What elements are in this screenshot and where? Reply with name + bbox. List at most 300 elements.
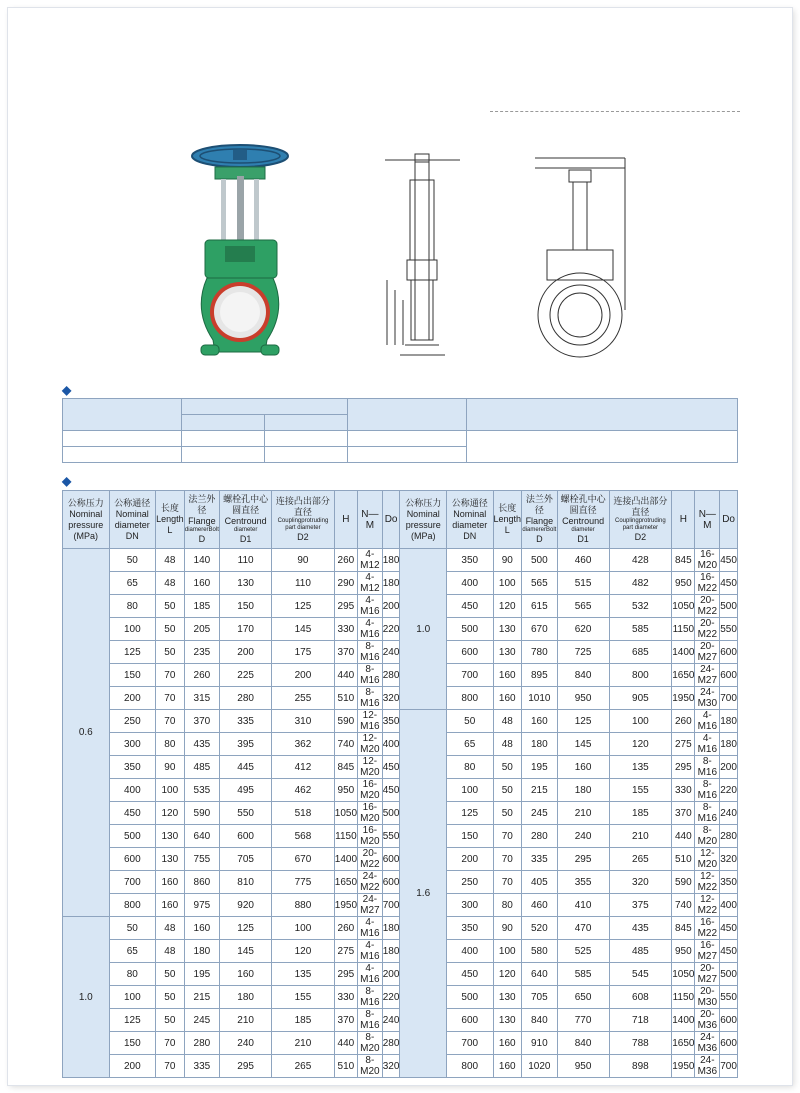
table-cell: 525 — [557, 940, 609, 963]
table-cell: 80 — [109, 595, 156, 618]
diamond-bullet-icon: ◆ — [62, 474, 72, 488]
table-cell: 550 — [382, 825, 400, 848]
table-cell: 12-M20 — [358, 756, 383, 779]
table-cell: 16-M22 — [695, 917, 720, 940]
table-cell: 600 — [720, 664, 738, 687]
table-cell: 898 — [609, 1055, 672, 1078]
table-cell: 950 — [672, 572, 695, 595]
table-cell: 700 — [109, 871, 156, 894]
table-cell: 160 — [184, 917, 220, 940]
table-cell: 4-M16 — [695, 710, 720, 733]
table-cell: 180 — [382, 549, 400, 572]
table-cell: 20-M30 — [695, 986, 720, 1009]
table-cell: 640 — [522, 963, 558, 986]
table-cell: 24-M27 — [358, 894, 383, 917]
table-cell: 260 — [184, 664, 220, 687]
table-cell: 770 — [557, 1009, 609, 1032]
table-cell: 245 — [522, 802, 558, 825]
table-cell: 550 — [220, 802, 272, 825]
table-cell: 295 — [672, 756, 695, 779]
table-cell: 700 — [446, 1032, 493, 1055]
table-cell: 48 — [156, 917, 185, 940]
performance-table — [62, 398, 738, 463]
table-cell: 110 — [220, 549, 272, 572]
table-cell: 135 — [272, 963, 335, 986]
perf-media — [467, 431, 738, 463]
table-cell: 70 — [156, 664, 185, 687]
table-cell: 200 — [220, 641, 272, 664]
table-cell: 48 — [493, 733, 522, 756]
table-cell: 670 — [522, 618, 558, 641]
table-cell: 180 — [382, 940, 400, 963]
table-cell: 320 — [382, 1055, 400, 1078]
table-cell: 585 — [609, 618, 672, 641]
table-cell: 1150 — [672, 986, 695, 1009]
table-cell: 160 — [557, 756, 609, 779]
table-cell: 125 — [109, 641, 156, 664]
table-cell: 518 — [272, 802, 335, 825]
table-cell: 450 — [382, 756, 400, 779]
table-cell: 140 — [184, 549, 220, 572]
table-cell: 700 — [720, 1055, 738, 1078]
table-cell: 950 — [672, 940, 695, 963]
pressure-group-cell: 1.0 — [400, 549, 447, 710]
table-cell: 500 — [522, 549, 558, 572]
table-cell: 400 — [446, 940, 493, 963]
table-cell: 295 — [334, 595, 357, 618]
table-cell: 440 — [334, 664, 357, 687]
table-cell: 20-M36 — [695, 1009, 720, 1032]
table-cell: 755 — [184, 848, 220, 871]
table-cell: 495 — [220, 779, 272, 802]
table-cell: 550 — [720, 986, 738, 1009]
table-cell: 160 — [493, 1032, 522, 1055]
valve-side-drawing — [375, 140, 470, 365]
table-cell: 600 — [382, 848, 400, 871]
table-cell: 260 — [334, 917, 357, 940]
table-cell: 440 — [334, 1032, 357, 1055]
table-cell: 125 — [220, 917, 272, 940]
perf-cell — [348, 447, 467, 463]
table-cell: 462 — [272, 779, 335, 802]
table-cell: 910 — [522, 1032, 558, 1055]
table-cell: 845 — [334, 756, 357, 779]
table-cell: 50 — [493, 802, 522, 825]
table-cell: 100 — [446, 779, 493, 802]
table-cell: 450 — [446, 595, 493, 618]
table-cell: 300 — [109, 733, 156, 756]
table-cell: 180 — [382, 572, 400, 595]
table-cell: 370 — [672, 802, 695, 825]
table-cell: 510 — [672, 848, 695, 871]
table-cell: 12-M22 — [695, 871, 720, 894]
table-cell: 335 — [184, 1055, 220, 1078]
table-cell: 4-M16 — [358, 595, 383, 618]
hdr-flange: 法兰外径 Flange diamererBolt D — [184, 491, 220, 549]
table-cell: 50 — [446, 710, 493, 733]
table-cell: 100 — [272, 917, 335, 940]
table-cell: 130 — [493, 618, 522, 641]
table-cell: 120 — [609, 733, 672, 756]
table-cell: 905 — [609, 687, 672, 710]
table-cell: 70 — [156, 710, 185, 733]
table-cell: 160 — [156, 871, 185, 894]
table-cell: 235 — [184, 641, 220, 664]
perf-h-test — [182, 399, 348, 415]
table-cell: 950 — [334, 779, 357, 802]
table-cell: 620 — [557, 618, 609, 641]
table-cell: 225 — [220, 664, 272, 687]
table-cell: 1400 — [334, 848, 357, 871]
table-cell: 12-M22 — [695, 894, 720, 917]
table-cell: 240 — [382, 641, 400, 664]
table-cell: 4-M16 — [358, 963, 383, 986]
table-cell: 810 — [220, 871, 272, 894]
table-cell: 50 — [109, 917, 156, 940]
table-cell: 510 — [334, 687, 357, 710]
table-cell: 450 — [720, 549, 738, 572]
table-cell: 160 — [493, 1055, 522, 1078]
table-cell: 700 — [720, 687, 738, 710]
hdr-nm: N—M — [695, 491, 720, 549]
table-cell: 80 — [446, 756, 493, 779]
perf-h-media — [467, 399, 738, 431]
table-cell: 65 — [446, 733, 493, 756]
table-cell: 185 — [272, 1009, 335, 1032]
table-cell: 80 — [493, 894, 522, 917]
table-cell: 1010 — [522, 687, 558, 710]
table-cell: 8-M16 — [695, 802, 720, 825]
table-cell: 70 — [156, 1055, 185, 1078]
table-cell: 130 — [220, 572, 272, 595]
table-cell: 590 — [672, 871, 695, 894]
table-cell: 220 — [382, 618, 400, 641]
table-cell: 375 — [609, 894, 672, 917]
table-cell: 12-M20 — [695, 848, 720, 871]
table-cell: 670 — [272, 848, 335, 871]
table-cell: 245 — [184, 1009, 220, 1032]
table-cell: 330 — [334, 986, 357, 1009]
table-cell: 568 — [272, 825, 335, 848]
table-cell: 280 — [522, 825, 558, 848]
table-cell: 65 — [109, 572, 156, 595]
diamond-bullet-icon: ◆ — [62, 383, 72, 397]
table-cell: 275 — [334, 940, 357, 963]
table-cell: 395 — [220, 733, 272, 756]
table-cell: 685 — [609, 641, 672, 664]
perf-cell — [182, 447, 265, 463]
table-cell: 590 — [334, 710, 357, 733]
table-cell: 405 — [522, 871, 558, 894]
table-cell: 532 — [609, 595, 672, 618]
table-cell: 90 — [493, 549, 522, 572]
table-cell: 800 — [609, 664, 672, 687]
table-cell: 450 — [720, 572, 738, 595]
table-cell: 4-M16 — [695, 733, 720, 756]
table-cell: 400 — [720, 894, 738, 917]
table-cell: 845 — [672, 917, 695, 940]
table-cell: 240 — [220, 1032, 272, 1055]
table-cell: 4-M16 — [358, 940, 383, 963]
table-cell: 350 — [109, 756, 156, 779]
table-cell: 1650 — [334, 871, 357, 894]
table-cell: 250 — [446, 871, 493, 894]
table-cell: 950 — [557, 687, 609, 710]
pressure-group-cell: 0.6 — [63, 549, 110, 917]
table-cell: 70 — [493, 871, 522, 894]
table-cell: 145 — [220, 940, 272, 963]
table-cell: 215 — [522, 779, 558, 802]
table-cell: 50 — [156, 1009, 185, 1032]
hdr-d2: 连接凸出部分直径 Couplingprotruding part diameter D2 — [609, 491, 672, 549]
table-cell: 50 — [156, 595, 185, 618]
title-en — [490, 70, 750, 108]
table-cell: 24-M27 — [695, 664, 720, 687]
table-cell: 275 — [672, 733, 695, 756]
table-cell: 16-M20 — [358, 802, 383, 825]
table-cell: 608 — [609, 986, 672, 1009]
table-cell: 70 — [493, 825, 522, 848]
sizes-heading — [62, 474, 74, 488]
table-cell: 4-M16 — [358, 917, 383, 940]
table-cell: 240 — [720, 802, 738, 825]
table-cell: 48 — [156, 549, 185, 572]
table-cell: 50 — [493, 756, 522, 779]
table-cell: 16-M22 — [695, 572, 720, 595]
table-cell: 180 — [557, 779, 609, 802]
table-cell: 500 — [720, 595, 738, 618]
table-cell: 90 — [156, 756, 185, 779]
table-cell: 200 — [382, 963, 400, 986]
table-cell: 24-M36 — [695, 1055, 720, 1078]
table-cell: 350 — [446, 549, 493, 572]
table-cell: 700 — [446, 664, 493, 687]
table-cell: 20-M27 — [695, 641, 720, 664]
table-cell: 410 — [557, 894, 609, 917]
table-cell: 210 — [220, 1009, 272, 1032]
table-cell: 500 — [382, 802, 400, 825]
table-cell: 185 — [184, 595, 220, 618]
table-cell: 440 — [672, 825, 695, 848]
table-cell: 485 — [609, 940, 672, 963]
table-cell: 200 — [446, 848, 493, 871]
hdr-dn: 公称通径 Nominal diameter DN — [446, 491, 493, 549]
table-cell: 130 — [493, 986, 522, 1009]
table-cell: 80 — [156, 733, 185, 756]
table-cell: 700 — [382, 894, 400, 917]
table-cell: 920 — [220, 894, 272, 917]
table-cell: 180 — [382, 917, 400, 940]
table-cell: 370 — [184, 710, 220, 733]
table-cell: 155 — [272, 986, 335, 1009]
table-cell: 355 — [557, 871, 609, 894]
table-cell: 600 — [446, 1009, 493, 1032]
table-cell: 20-M22 — [695, 595, 720, 618]
table-cell: 4-M16 — [358, 618, 383, 641]
hdr-length: 长度 Length L — [493, 491, 522, 549]
table-cell: 500 — [446, 618, 493, 641]
table-cell: 500 — [109, 825, 156, 848]
table-cell: 335 — [522, 848, 558, 871]
table-cell: 1950 — [334, 894, 357, 917]
table-cell: 195 — [522, 756, 558, 779]
table-cell: 412 — [272, 756, 335, 779]
table-cell: 460 — [522, 894, 558, 917]
table-cell: 450 — [720, 917, 738, 940]
table-cell: 788 — [609, 1032, 672, 1055]
table-cell: 600 — [109, 848, 156, 871]
table-cell: 130 — [156, 825, 185, 848]
table-cell: 350 — [382, 710, 400, 733]
hdr-nm: N—M — [358, 491, 383, 549]
table-cell: 16-M20 — [358, 825, 383, 848]
table-cell: 1020 — [522, 1055, 558, 1078]
table-cell: 8-M20 — [358, 1032, 383, 1055]
perf-cell — [63, 447, 182, 463]
table-cell: 450 — [109, 802, 156, 825]
table-cell: 150 — [109, 664, 156, 687]
sizes-header-row — [63, 491, 738, 549]
table-cell: 775 — [272, 871, 335, 894]
perf-h-temp — [348, 399, 467, 431]
table-cell: 1400 — [672, 641, 695, 664]
table-cell: 24-M30 — [695, 687, 720, 710]
table-cell: 100 — [493, 940, 522, 963]
table-cell: 120 — [493, 595, 522, 618]
table-cell: 840 — [522, 1009, 558, 1032]
hdr-pressure: 公称压力 Nominal pressure (MPa) — [63, 491, 110, 549]
table-cell: 155 — [609, 779, 672, 802]
table-cell: 24-M36 — [695, 1032, 720, 1055]
table-cell: 600 — [720, 1009, 738, 1032]
perf-h-body — [182, 415, 265, 431]
table-cell: 740 — [334, 733, 357, 756]
table-cell: 280 — [382, 664, 400, 687]
table-cell: 520 — [522, 917, 558, 940]
table-cell: 845 — [672, 549, 695, 572]
hdr-h: H — [334, 491, 357, 549]
table-cell: 200 — [382, 595, 400, 618]
table-cell: 400 — [446, 572, 493, 595]
table-cell: 800 — [446, 1055, 493, 1078]
table-cell: 16-M20 — [695, 549, 720, 572]
table-cell: 185 — [609, 802, 672, 825]
table-cell: 280 — [720, 825, 738, 848]
table-cell: 8-M20 — [358, 1055, 383, 1078]
table-cell: 100 — [609, 710, 672, 733]
table-cell: 160 — [493, 687, 522, 710]
table-cell: 48 — [493, 710, 522, 733]
table-cell: 8-M16 — [358, 986, 383, 1009]
table-cell: 840 — [557, 1032, 609, 1055]
pressure-group-cell: 1.6 — [400, 710, 447, 1078]
table-cell: 470 — [557, 917, 609, 940]
table-cell: 320 — [720, 848, 738, 871]
table-cell: 1950 — [672, 1055, 695, 1078]
table-cell: 585 — [557, 963, 609, 986]
table-cell: 535 — [184, 779, 220, 802]
table-cell: 70 — [156, 1032, 185, 1055]
table-cell: 515 — [557, 572, 609, 595]
table-cell: 195 — [184, 963, 220, 986]
table-cell: 50 — [493, 779, 522, 802]
table-cell: 125 — [109, 1009, 156, 1032]
table-cell: 210 — [609, 825, 672, 848]
table-cell: 1400 — [672, 1009, 695, 1032]
table-cell: 800 — [446, 687, 493, 710]
table-cell: 150 — [446, 825, 493, 848]
table-cell: 135 — [609, 756, 672, 779]
hdr-d2: 连接凸出部分直径 Couplingprotruding part diameter D2 — [272, 491, 335, 549]
table-cell: 500 — [446, 986, 493, 1009]
perf-row — [63, 431, 738, 447]
table-cell: 8-M16 — [695, 756, 720, 779]
table-cell: 600 — [720, 1032, 738, 1055]
table-cell: 460 — [557, 549, 609, 572]
table-cell: 450 — [446, 963, 493, 986]
table-cell: 180 — [720, 733, 738, 756]
table-cell: 370 — [334, 1009, 357, 1032]
table-cell: 110 — [272, 572, 335, 595]
table-cell: 975 — [184, 894, 220, 917]
hdr-flange: 法兰外径 Flange diamererBolt D — [522, 491, 558, 549]
table-cell: 20-M22 — [358, 848, 383, 871]
table-cell: 500 — [720, 963, 738, 986]
table-cell: 175 — [272, 641, 335, 664]
table-cell: 130 — [493, 641, 522, 664]
table-cell: 880 — [272, 894, 335, 917]
table-cell: 450 — [720, 940, 738, 963]
table-cell: 565 — [557, 595, 609, 618]
table-cell: 1150 — [334, 825, 357, 848]
table-cell: 120 — [272, 940, 335, 963]
table-cell: 180 — [184, 940, 220, 963]
table-cell: 330 — [672, 779, 695, 802]
hdr-do: Do — [720, 491, 738, 549]
table-cell: 260 — [672, 710, 695, 733]
table-cell: 1950 — [672, 687, 695, 710]
table-cell: 125 — [272, 595, 335, 618]
table-cell: 250 — [109, 710, 156, 733]
table-cell: 435 — [184, 733, 220, 756]
table-cell: 650 — [557, 986, 609, 1009]
table-cell: 840 — [557, 664, 609, 687]
table-cell: 20-M22 — [695, 618, 720, 641]
table-cell: 320 — [382, 687, 400, 710]
table-cell: 510 — [334, 1055, 357, 1078]
table-cell: 4-M12 — [358, 549, 383, 572]
table-cell: 70 — [493, 848, 522, 871]
hdr-d1: 螺栓孔中心圆直径 Centround diameter D1 — [557, 491, 609, 549]
table-cell: 1150 — [672, 618, 695, 641]
table-cell: 220 — [382, 986, 400, 1009]
table-cell: 600 — [446, 641, 493, 664]
table-cell: 8-M16 — [695, 779, 720, 802]
table-cell: 100 — [109, 986, 156, 1009]
table-cell: 718 — [609, 1009, 672, 1032]
table-cell: 16-M27 — [695, 940, 720, 963]
table-cell: 160 — [493, 664, 522, 687]
table-cell: 160 — [220, 963, 272, 986]
table-cell: 482 — [609, 572, 672, 595]
table-cell: 240 — [382, 1009, 400, 1032]
table-cell: 600 — [382, 871, 400, 894]
table-cell: 860 — [184, 871, 220, 894]
table-cell: 445 — [220, 756, 272, 779]
table-cell: 320 — [609, 871, 672, 894]
sizes-table — [62, 490, 738, 1078]
table-row — [63, 549, 738, 572]
